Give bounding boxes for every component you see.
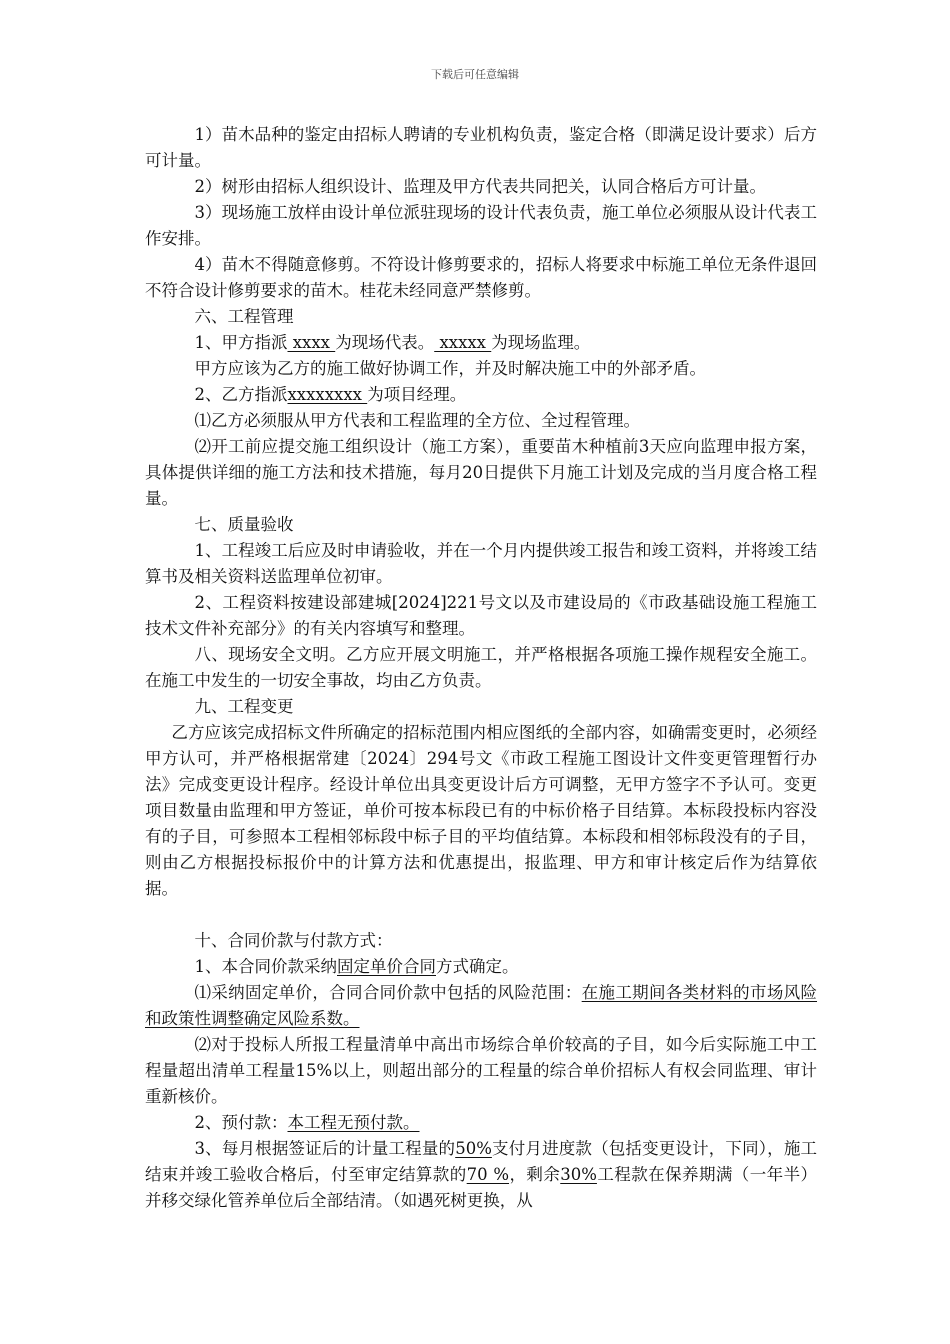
document-body <box>145 122 817 1214</box>
section-heading-engineering-change: 九、工程变更 <box>194 697 294 716</box>
blank-line <box>145 902 817 928</box>
paragraph-site-safety: 八、现场安全文明。乙方应开展文明施工，并严格根据各项施工操作规程安全施工。在施工中发生的一切安全事故，均由乙方负责。 <box>145 645 817 690</box>
paragraph-tree-shape: 2）树形由招标人组织设计、监理及甲方代表共同把关，认同合格后方可计量。 <box>194 177 766 196</box>
paragraph-seedling-identification: 1）苗木品种的鉴定由招标人聘请的专业机构负责，鉴定合格（即满足设计要求）后方可计量。 <box>145 125 817 170</box>
paragraph-change-procedure: 乙方应该完成招标文件所确定的招标范围内相应图纸的全部内容，如确需变更时，必须经甲方认可，并严格根据常建〔2024〕294号文《市政工程施工图设计文件变更管理暂行办法》完成变更设计程序。经设计单位出具变更设计后方可调整，无甲方签字不予认可。变更项目数量由监理和甲方签证，单价可按本标段已有的中标价格子目结算。本标段投标内容没有的子目，可参照本工程相邻标段中标子目的平均值结算。本标段和相邻标段没有的子目，则由乙方根据投标报价中的计算方法和优惠提出，报监理、甲方和审计核定后作为结算依据。 <box>145 723 817 898</box>
paragraph-site-layout: 3）现场施工放样由设计单位派驻现场的设计代表负责，施工单位必须服从设计代表工作安排。 <box>145 203 817 248</box>
paragraph-obey-supervision: ⑴乙方必须服从甲方代表和工程监理的全方位、全过程管理。 <box>194 411 640 430</box>
paragraph-party-a-representative: 1、甲方指派 xxxx 为现场代表。 xxxxx 为现场监理。 <box>194 333 591 352</box>
paragraph-engineering-documents: 2、工程资料按建设部建城[2024]221号文以及市建设局的《市政基础设施工程施工技术文件补充部分》的有关内容填写和整理。 <box>145 593 817 638</box>
underlined-value: 50% <box>455 1139 492 1158</box>
blank-field: xxxxx <box>434 333 492 352</box>
underlined-term: 本工程无预付款。 <box>287 1113 420 1132</box>
paragraph-progress-payment: 3、每月根据签证后的计量工程量的50%支付月进度款（包括变更设计，下同），施工结束并竣工验收合格后，付至审定结算款的70 %，剩余30%工程款在保养期满（一年半）并移交绿化管养单位后全部结清。（如遇死树更换，从 <box>145 1139 818 1210</box>
section-heading-price-payment: 十、合同价款与付款方式： <box>194 931 393 950</box>
blank-field: xxxx <box>287 333 336 352</box>
section-heading-project-management: 六、工程管理 <box>194 307 294 326</box>
paragraph-completion-acceptance: 1、工程竣工后应及时申请验收，并在一个月内提供竣工报告和竣工资料，并将竣工结算书及相关资料送监理单位初审。 <box>145 541 817 586</box>
underlined-value: 70 % <box>466 1165 510 1184</box>
paragraph-pruning: 4）苗木不得随意修剪。不符设计修剪要求的，招标人将要求中标施工单位无条件退回不符合设计修剪要求的苗木。桂花未经同意严禁修剪。 <box>145 255 817 300</box>
underlined-value: 30% <box>560 1165 597 1184</box>
section-heading-quality-acceptance: 七、质量验收 <box>194 515 294 534</box>
paragraph-construction-plan: ⑵开工前应提交施工组织设计（施工方案），重要苗木种植前3天应向监理申报方案，具体提供详细的施工方法和技术措施，每月20日提供下月施工计划及完成的当月度合格工程量。 <box>145 437 817 508</box>
page-header-note: 下载后可任意编辑 <box>431 68 519 81</box>
paragraph-project-manager: 2、乙方指派xxxxxxxx 为项目经理。 <box>194 385 467 404</box>
blank-field: xxxxxxxx <box>287 385 368 404</box>
underlined-term: 在施工期间各类材料的市场风险和政策性调整确定风险系数。 <box>145 983 818 1028</box>
paragraph-contract-price: 1、本合同价款采纳固定单价合同方式确定。 <box>194 957 519 976</box>
paragraph-coordination: 甲方应该为乙方的施工做好协调工作，并及时解决施工中的外部矛盾。 <box>194 359 706 378</box>
underlined-term: 固定单价合同 <box>337 957 436 976</box>
paragraph-repricing: ⑵对于投标人所报工程量清单中高出市场综合单价较高的子目，如今后实际施工中工程量超出清单工程量15%以上，则超出部分的工程量的综合单价招标人有权会同监理、审计重新核价。 <box>145 1035 817 1106</box>
paragraph-advance-payment: 2、预付款：本工程无预付款。 <box>194 1113 420 1132</box>
paragraph-risk-scope: ⑴采纳固定单价，合同合同价款中包括的风险范围：在施工期间各类材料的市场风险和政策性调整确定风险系数。 <box>145 983 818 1028</box>
